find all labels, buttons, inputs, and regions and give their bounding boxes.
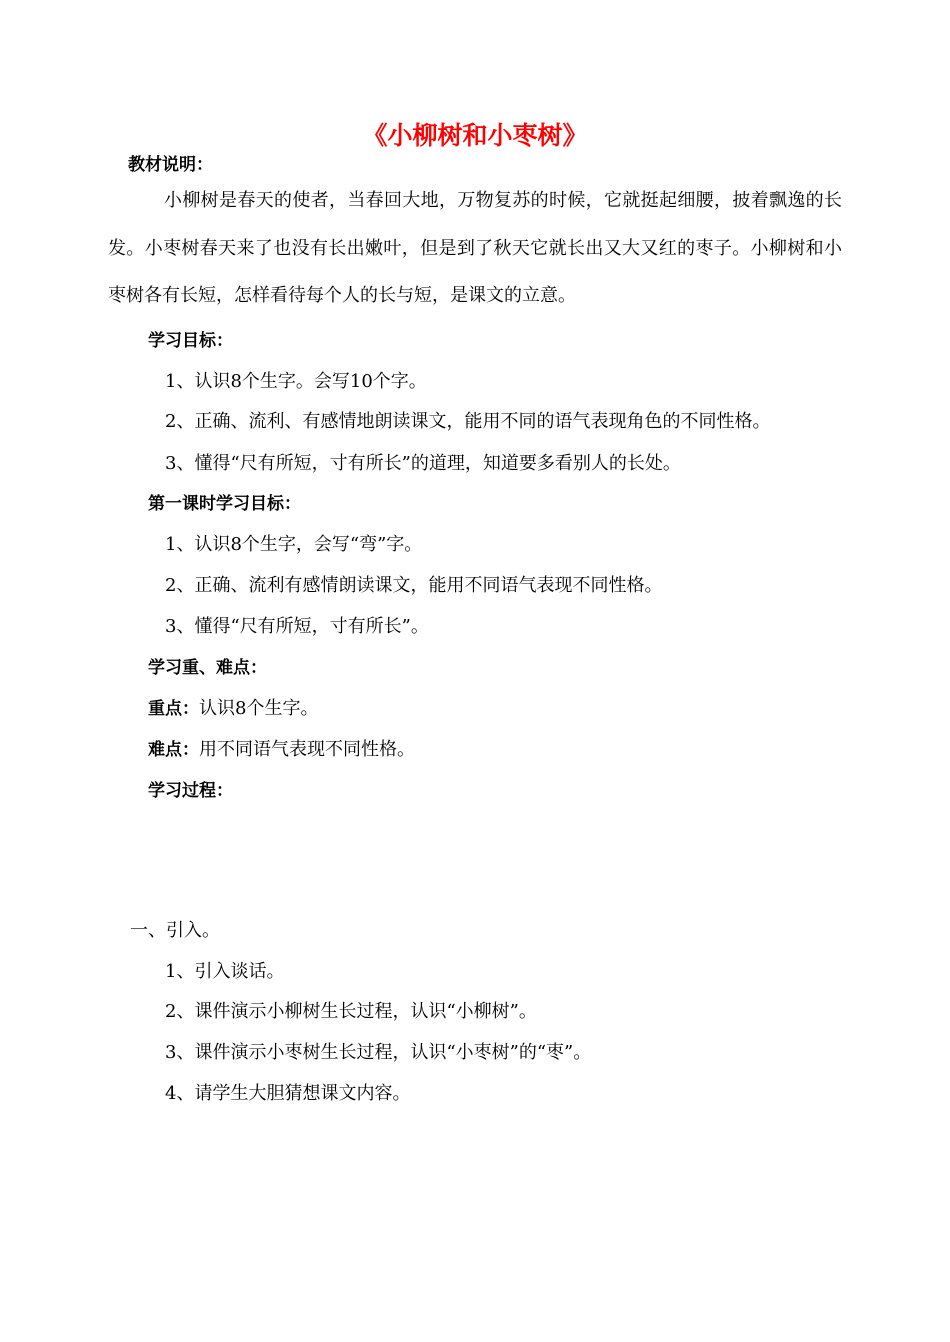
lesson1-item: 1、认识8个生字，会写“弯”字。	[165, 534, 423, 555]
lesson1-heading: 第一课时学习目标：	[148, 494, 301, 514]
hard-point-text: 用不同语气表现不同性格。	[199, 739, 415, 760]
goal-item: 2、正确、流利、有感情地朗读课文，能用不同的语气表现角色的不同性格。	[165, 411, 771, 432]
goal-item: 3、懂得“尺有所短，寸有所长”的道理，知道要多看别人的长处。	[165, 453, 681, 474]
intro-item: 1、引入谈话。	[165, 961, 285, 982]
key-point-text: 认识8个生字。	[199, 698, 319, 719]
goals-heading: 学习目标：	[148, 331, 233, 351]
intro-heading: 一、引入。	[130, 920, 220, 941]
material-paragraph: 小柳树是春天的使者，当春回大地，万物复苏的时候，它就挺起细腰，披着飘逸的长发。小枣树春天来了也没有长出嫩叶，但是到了秋天它就长出又大又红的枣子。小柳树和小枣树各有长短，怎样看待每个人的长与短，是课文的立意。	[108, 190, 842, 306]
document-title: 《小柳树和小枣树》	[362, 121, 588, 150]
hard-point-label: 难点：	[148, 740, 199, 760]
key-point	[148, 694, 318, 720]
goal-item: 1、认识8个生字。会写10个字。	[165, 371, 427, 392]
process-heading: 学习过程：	[148, 781, 233, 801]
lesson1-item: 2、正确、流利有感情朗读课文，能用不同语气表现不同性格。	[165, 575, 663, 596]
lesson1-item: 3、懂得“尺有所短，寸有所长”。	[165, 616, 429, 637]
key-point-label: 重点：	[148, 699, 199, 719]
intro-item: 3、课件演示小枣树生长过程，认识“小枣树”的“枣”。	[165, 1042, 592, 1063]
intro-item: 4、请学生大胆猜想课文内容。	[165, 1083, 411, 1104]
intro-item: 2、课件演示小柳树生长过程，认识“小柳树”。	[165, 1001, 537, 1022]
material-heading: 教材说明：	[128, 155, 213, 175]
hard-point	[148, 735, 415, 761]
keypoints-heading: 学习重、难点：	[148, 658, 267, 678]
